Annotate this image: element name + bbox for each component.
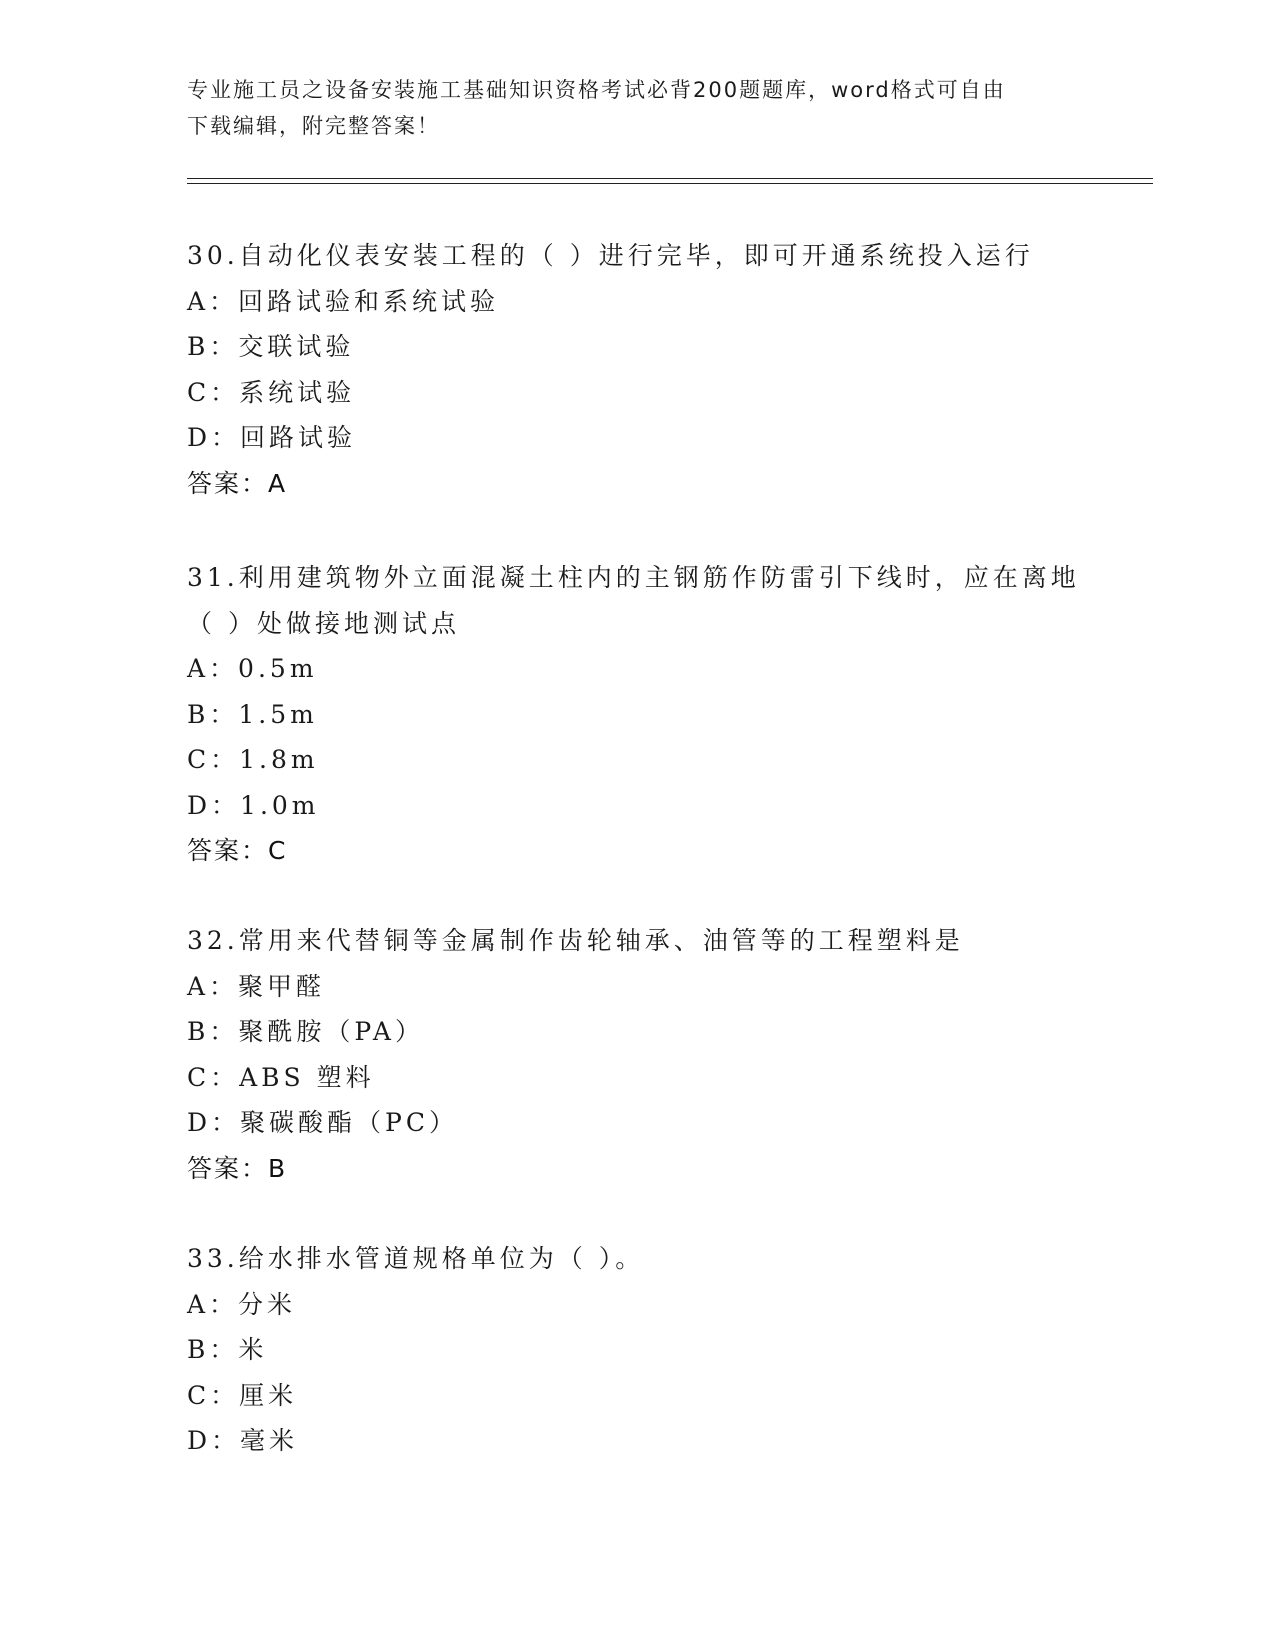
option-b: B：1.5m (187, 699, 318, 729)
option-d: D：1.0m (187, 790, 320, 820)
option-c: C：1.8m (187, 745, 319, 774)
header-divider-bottom (187, 183, 1153, 184)
option-c: C：ABS 塑料 (187, 1062, 375, 1092)
question-block (187, 918, 1087, 1191)
question-stem: 32.常用来代替铜等金属制作齿轮轴承、油管等的工程塑料是 (187, 926, 964, 955)
answer-line: 答案：A (187, 468, 288, 498)
question-stem: 30.自动化仪表安装工程的（ ）进行完毕，即可开通系统投入运行 (187, 241, 1034, 270)
option-d: D：毫米 (187, 1426, 299, 1455)
option-a: A：聚甲醛 (187, 971, 326, 1001)
option-b: B：聚酰胺（PA） (187, 1017, 424, 1046)
document-header (187, 72, 1067, 144)
header-line-2: 下载编辑，附完整答案！ (187, 114, 440, 138)
option-a: A：0.5m (187, 654, 318, 683)
option-b: B：交联试验 (187, 332, 355, 361)
answer-line: 答案：C (187, 836, 288, 865)
option-d: D：聚碳酸酯（PC） (187, 1108, 458, 1137)
option-d: D：回路试验 (187, 423, 357, 452)
question-block (187, 1236, 1087, 1464)
option-b: B：米 (187, 1335, 268, 1364)
question-block (187, 555, 1087, 874)
question-stem-continued: （ ）处做接地测试点 (187, 608, 460, 638)
header-divider-top (187, 178, 1153, 179)
answer-line: 答案：B (187, 1153, 288, 1183)
question-block (187, 233, 1087, 506)
option-c: C：厘米 (187, 1380, 298, 1410)
option-c: C：系统试验 (187, 377, 356, 407)
option-a: A：回路试验和系统试验 (187, 286, 500, 316)
option-a: A：分米 (187, 1289, 297, 1319)
header-line-1: 专业施工员之设备安装施工基础知识资格考试必背200题题库，word格式可自由 (187, 78, 1006, 102)
question-stem: 31.利用建筑物外立面混凝土柱内的主钢筋作防雷引下线时，应在离地 (187, 563, 1080, 592)
question-stem: 33.给水排水管道规格单位为（ ）。 (187, 1244, 645, 1273)
